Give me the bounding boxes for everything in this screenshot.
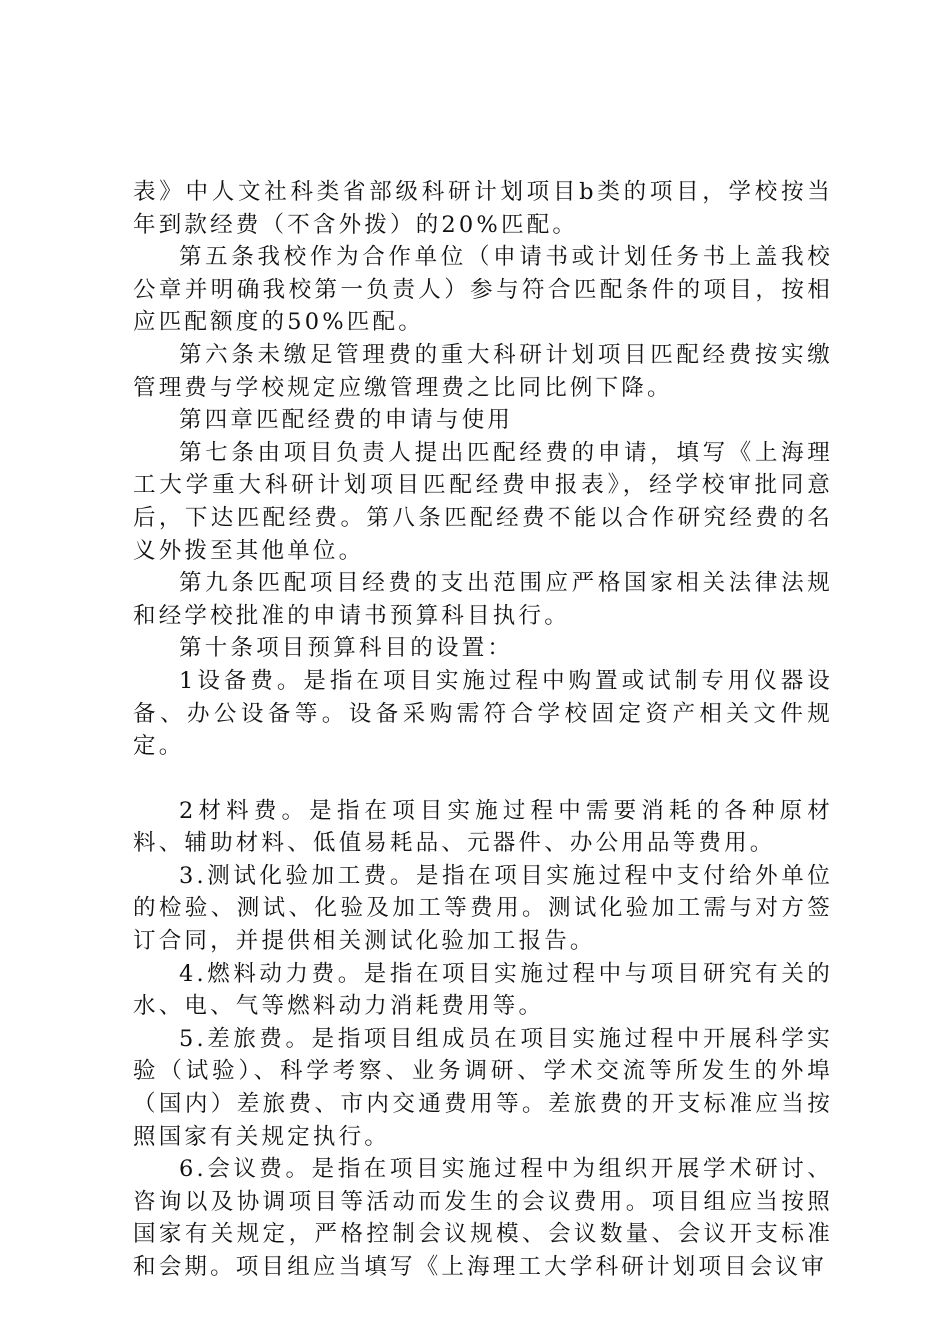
paragraph-article-10: 第十条项目预算科目的设置： [179, 635, 514, 662]
paragraph-article-5: 第五条我校作为合作单位（申请书或计划任务书上盖我校公章并明确我校第一负责人）参与符合匹配条件的项目，按相应匹配额度的50%匹配。 [133, 244, 833, 336]
blank-line [133, 763, 833, 795]
paragraph-fuel-power-fee: 4.燃料动力费。是指在项目实施过程中与项目研究有关的水、电、气等燃料动力消耗费用等。 [133, 960, 833, 1020]
paragraph-article-9: 第九条匹配项目经费的支出范围应严格国家相关法律法规和经学校批准的申请书预算科目执行。 [133, 570, 833, 629]
document-body [133, 176, 833, 1284]
paragraph-matching-ratio: 表》中人文社科类省部级科研计划项目b类的项目，学校按当年到款经费（不含外拨）的20%匹配。 [133, 179, 833, 238]
paragraph-travel-fee: 5.差旅费。是指项目组成员在项目实施过程中开展科学实验（试验）、科学考察、业务调研、学术交流等所发生的外埠（国内）差旅费、市内交通费用等。差旅费的开支标准应当按照国家有关规定执行。 [133, 1025, 833, 1150]
paragraph-article-7-8: 第七条由项目负责人提出匹配经费的申请，填写《上海理工大学重大科研计划项目匹配经费申报表》，经学校审批同意后，下达匹配经费。第八条匹配经费不能以合作研究经费的名义外拨至其他单位。 [133, 439, 833, 564]
paragraph-testing-fee: 3.测试化验加工费。是指在项目实施过程中支付给外单位的检验、测试、化验及加工等费用。测试化验加工需与对方签订合同，并提供相关测试化验加工报告。 [133, 862, 833, 955]
paragraph-meeting-fee: 6.会议费。是指在项目实施过程中为组织开展学术研讨、咨询以及协调项目等活动而发生的会议费用。项目组应当按照国家有关规定，严格控制会议规模、会议数量、会议开支标准和会期。项目组应当填写《上海理工大学科研计划项目会议审 [133, 1156, 833, 1280]
paragraph-material-fee: 2材料费。是指在项目实施过程中需要消耗的各种原材料、辅助材料、低值易耗品、元器件、办公用品等费用。 [133, 797, 833, 857]
paragraph-article-6: 第六条未缴足管理费的重大科研计划项目匹配经费按实缴管理费与学校规定应缴管理费之比同比例下降。 [133, 341, 833, 401]
chapter-4-heading: 第四章匹配经费的申请与使用 [179, 407, 514, 434]
paragraph-equipment-fee: 1设备费。是指在项目实施过程中购置或试制专用仪器设备、办公设备等。设备采购需符合学校固定资产相关文件规定。 [133, 667, 833, 760]
